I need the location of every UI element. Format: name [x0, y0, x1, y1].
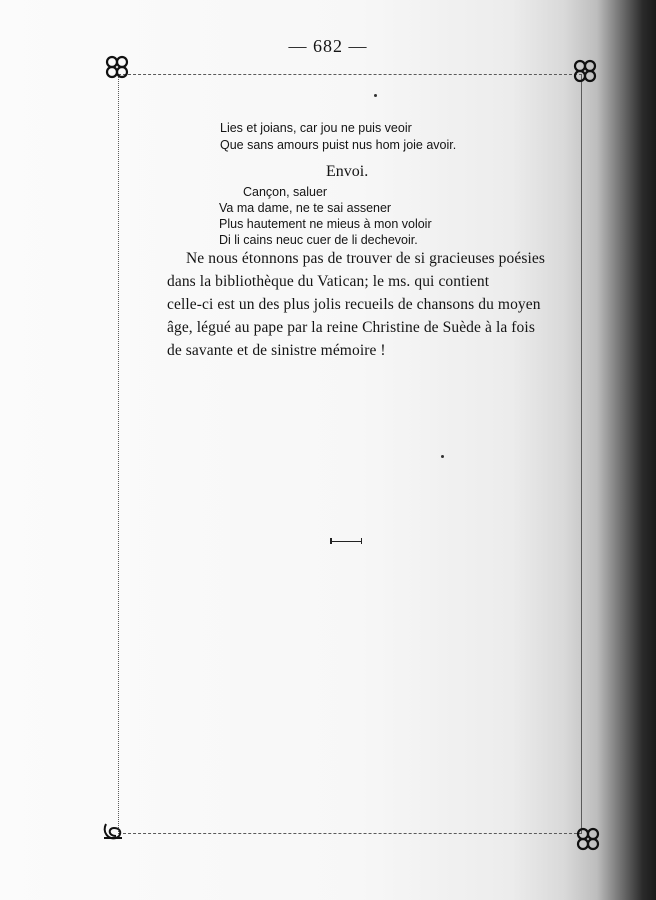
- paragraph-line: de savante et de sinistre mémoire !: [167, 342, 386, 359]
- paragraph-line: Ne nous étonnons pas de trouver de si gracieuses poésies: [186, 250, 545, 267]
- page-number: — 682 —: [288, 36, 368, 56]
- envoi-line: Plus hautement ne mieus à mon voloir: [219, 217, 432, 231]
- page-border-frame: [118, 74, 582, 834]
- envoi-line: Di li cains neuc cuer de li dechevoir.: [219, 233, 418, 247]
- poem-line: Lies et joians, car jou ne puis veoir: [220, 121, 412, 135]
- paragraph-line: âge, légué au pape par la reine Christine de Suède à la fois: [167, 319, 535, 336]
- ink-speck: [441, 455, 444, 458]
- poem-line: Que sans amours puist nus hom joie avoir.: [220, 138, 457, 152]
- envoi-line: Va ma dame, ne te sai assener: [219, 201, 392, 215]
- fleuron-icon: [104, 54, 130, 80]
- fleuron-icon: [100, 818, 126, 844]
- paragraph-line: celle-ci est un des plus jolis recueils de chansons du moyen: [167, 296, 541, 313]
- tailpiece-rule-icon: [330, 541, 362, 542]
- ink-speck: [374, 94, 377, 97]
- paragraph-line: dans la bibliothèque du Vatican; le ms. qui contient: [167, 273, 490, 290]
- fleuron-icon: [575, 826, 601, 852]
- envoi-line: Cançon, saluer: [243, 185, 328, 199]
- fleuron-icon: [572, 58, 598, 84]
- envoi-heading: Envoi.: [326, 163, 369, 180]
